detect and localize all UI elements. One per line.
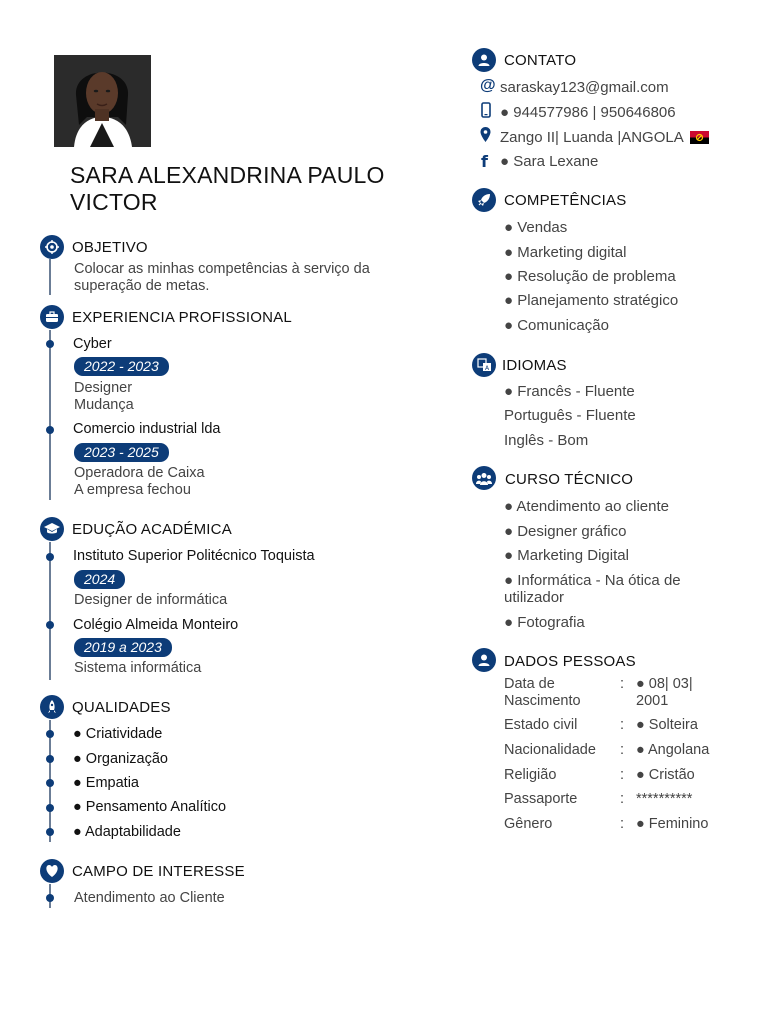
- contact-email[interactable]: saraskay123@gmail.com: [500, 79, 669, 96]
- rocket-icon: [40, 695, 64, 719]
- data-separator: :: [620, 767, 625, 783]
- data-separator: :: [620, 791, 625, 807]
- school-period-badge: 2024: [74, 570, 125, 589]
- profile-photo: [54, 55, 151, 147]
- section-title-idiomas: IDIOMAS: [502, 357, 567, 374]
- data-label: Passaporte: [504, 791, 578, 807]
- job-company: Comercio industrial lda: [73, 421, 221, 437]
- timeline-dot: [46, 553, 54, 561]
- course-item: ● Marketing Digital: [504, 547, 629, 564]
- section-title-educacao: EDUÇÃO ACADÉMICA: [72, 521, 232, 538]
- translate-icon: [472, 353, 496, 377]
- data-value: ● 08| 03| 2001: [636, 676, 693, 709]
- data-separator: :: [620, 816, 625, 832]
- objective-text: Colocar as minhas competências à serviço da superação de metas.: [74, 261, 370, 294]
- data-value: ● Cristão: [636, 767, 695, 783]
- angola-flag-icon: [690, 131, 709, 148]
- briefcase-icon: [40, 305, 64, 329]
- skill-item: ● Planejamento stratégico: [504, 292, 679, 309]
- target-icon: [40, 235, 64, 259]
- section-title-dados: DADOS PESSOAS: [504, 653, 636, 670]
- job-period-badge: 2022 - 2023: [74, 357, 169, 376]
- quality-item: ● Organização: [73, 751, 169, 767]
- data-label: Estado civil: [504, 717, 578, 733]
- section-title-objetivo: OBJETIVO: [72, 239, 148, 256]
- section-title-qualidades: QUALIDADES: [72, 699, 171, 716]
- full-name: SARA ALEXANDRINA PAULO VICTOR: [70, 162, 385, 215]
- skill-item: ● Resolução de problema: [504, 268, 676, 285]
- interest-item: Atendimento ao Cliente: [74, 890, 225, 906]
- data-value: **********: [636, 791, 693, 807]
- skill-item: ● Comunicação: [504, 317, 609, 334]
- quality-item: ● Empatia: [73, 775, 139, 791]
- quality-item: ● Pensamento Analítico: [73, 799, 227, 815]
- skill-item: ● Vendas: [504, 219, 568, 236]
- contact-facebook[interactable]: ● Sara Lexane: [500, 153, 599, 170]
- timeline-dot: [46, 426, 54, 434]
- school-course: Designer de informática: [74, 592, 228, 608]
- school-name: Colégio Almeida Monteiro: [73, 617, 239, 633]
- school-period-badge: 2019 a 2023: [74, 638, 172, 657]
- user-icon: [472, 48, 496, 72]
- timeline-dot: [46, 828, 54, 836]
- data-value: ● Feminino: [636, 816, 709, 832]
- job-period-badge: 2023 - 2025: [74, 443, 169, 462]
- section-title-competencias: COMPETÊNCIAS: [504, 192, 627, 209]
- school-course: Sistema informática: [74, 660, 202, 676]
- data-separator: :: [620, 717, 625, 733]
- skill-item: ● Marketing digital: [504, 244, 627, 261]
- data-separator: :: [620, 742, 625, 758]
- data-separator: :: [620, 676, 625, 692]
- user-icon: [472, 648, 496, 672]
- location-icon: [480, 127, 491, 147]
- job-details: Operadora de Caixa A empresa fechou: [74, 465, 205, 498]
- contact-address: Zango II| Luanda |ANGOLA: [500, 129, 709, 148]
- heart-icon: [40, 859, 64, 883]
- timeline-line: [49, 330, 51, 500]
- course-item: utilizador: [504, 589, 565, 606]
- timeline-dot: [46, 804, 54, 812]
- timeline-line: [49, 259, 51, 295]
- data-label: Gênero: [504, 816, 553, 832]
- timeline-dot: [46, 894, 54, 902]
- language-item: Português - Fluente: [504, 407, 636, 424]
- timeline-line: [49, 542, 51, 680]
- quality-item: ● Adaptabilidade: [73, 824, 181, 840]
- course-item: ● Fotografia: [504, 614, 585, 631]
- data-label: Religião: [504, 767, 557, 783]
- course-item: ● Designer gráfico: [504, 523, 627, 540]
- svg-text:A: A: [484, 365, 489, 372]
- course-item: ● Atendimento ao cliente: [504, 498, 669, 515]
- data-label: Data de Nascimento: [504, 676, 581, 709]
- contact-phone: ● 944577986 | 950646806: [500, 104, 676, 121]
- group-icon: [472, 466, 496, 490]
- timeline-dot: [46, 730, 54, 738]
- phone-icon: [481, 102, 491, 123]
- graduation-cap-icon: [40, 517, 64, 541]
- data-value: ● Solteira: [636, 717, 698, 733]
- language-item: ● Francês - Fluente: [504, 383, 635, 400]
- rocket-icon: [472, 188, 496, 212]
- job-details: Designer Mudança: [74, 380, 134, 413]
- facebook-icon: f: [481, 152, 488, 171]
- section-title-curso: CURSO TÉCNICO: [505, 471, 634, 488]
- data-value: ● Angolana: [636, 742, 710, 758]
- section-title-interesse: CAMPO DE INTERESSE: [72, 863, 245, 880]
- data-label: Nacionalidade: [504, 742, 596, 758]
- school-name: Instituto Superior Politécnico Toquista: [73, 548, 315, 564]
- section-title-contato: CONTATO: [504, 52, 577, 69]
- timeline-dot: [46, 621, 54, 629]
- quality-item: ● Criatividade: [73, 726, 163, 742]
- timeline-dot: [46, 779, 54, 787]
- timeline-dot: [46, 755, 54, 763]
- at-icon: @: [480, 77, 496, 94]
- course-item: ● Informática - Na ótica de: [504, 572, 681, 589]
- language-item: Inglês - Bom: [504, 432, 589, 449]
- job-company: Cyber: [73, 336, 112, 352]
- section-title-experiencia: EXPERIENCIA PROFISSIONAL: [72, 309, 292, 326]
- timeline-dot: [46, 340, 54, 348]
